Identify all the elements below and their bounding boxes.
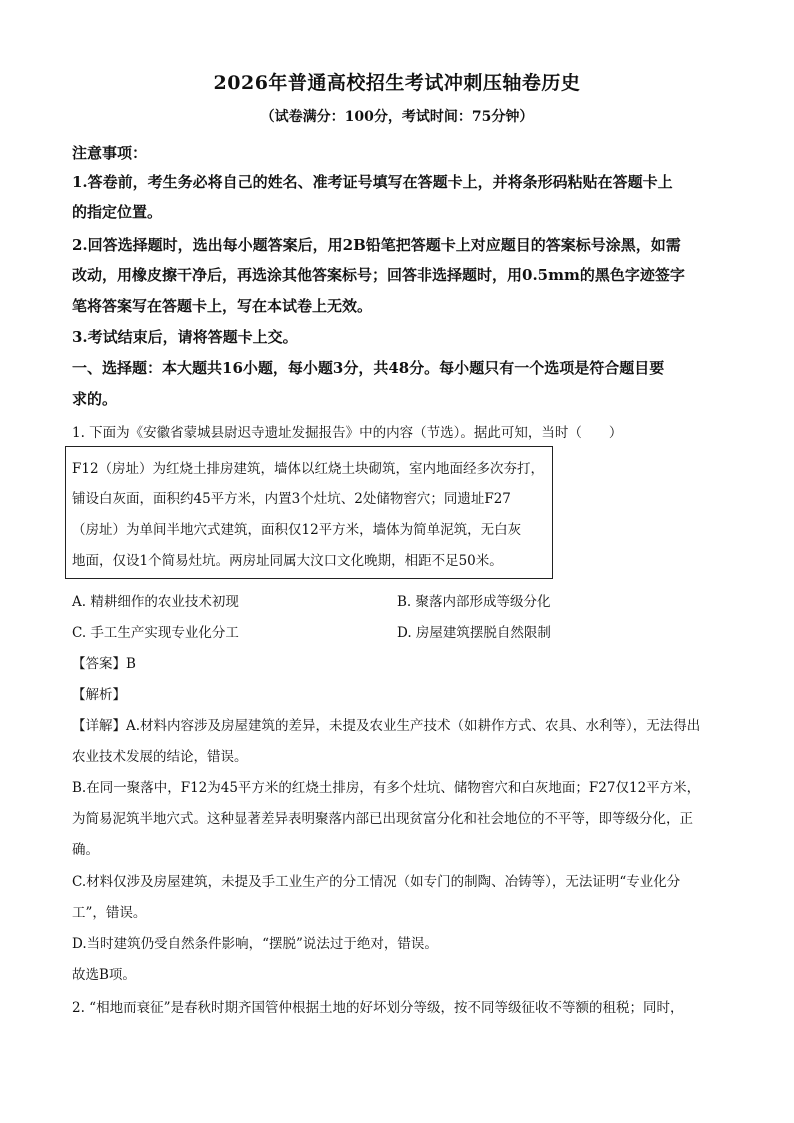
section-heading: 一、选择题：本大题共16小题，每小题3分，共48分。每小题只有一个选项是符合题目要 [72,359,665,377]
option-d: D. 房屋建筑摆脱自然限制 [397,625,551,641]
analysis-line: B.在同一聚落中，F12为45平方米的红烧土排房，有多个灶坑、储物窖穴和白灰地面；F27仅12平方米， [72,780,701,796]
notice-line: 2.回答选择题时，选出每小题答案后，用2B铅笔把答题卡上对应题目的答案标号涂黑，如需 [72,236,681,254]
material-line: F12（房址）为红烧土排房建筑，墙体以红烧土块砌筑，室内地面经多次夯打， [72,461,545,477]
option-c: C. 手工生产实现专业化分工 [72,625,239,641]
analysis-line: 工”，错误。 [72,905,147,921]
question-1-material-box [65,446,553,579]
analysis-line: C.材料仅涉及房屋建筑，未提及手工业生产的分工情况（如专门的制陶、冶铸等），无法证明“专业化分 [72,874,681,890]
analysis-line: 为简易泥筑半地穴式。这种显著差异表明聚落内部已出现贫富分化和社会地位的不平等，即等级分化，正 [72,811,693,827]
notice-line: 3.考试结束后，请将答题卡上交。 [72,328,298,346]
analysis-line: 【详解】A.材料内容涉及房屋建筑的差异，未提及农业生产技术（如耕作方式、农具、水利等），无法得出 [72,718,701,734]
analysis-line: 农业技术发展的结论，错误。 [72,749,248,765]
notice-line: 笔将答案写在答题卡上，写在本试卷上无效。 [72,297,373,315]
material-line: 地面，仅设1个简易灶坑。两房址同属大汶口文化晚期，相距不足50米。 [72,553,503,569]
question-2-stem: 2. “相地而衰征”是春秋时期齐国管仲根据土地的好坏划分等级，按不同等级征收不等额的租税；同时， [72,1000,684,1016]
option-a: A. 精耕细作的农业技术初现 [72,594,239,610]
material-line: （房址）为单间半地穴式建筑，面积仅12平方米，墙体为简单泥筑，无白灰 [72,522,522,538]
option-b: B. 聚落内部形成等级分化 [397,594,551,610]
notice-line: 的指定位置。 [72,203,163,221]
notice-line: 1.答卷前，考生务必将自己的姓名、准考证号填写在答题卡上，并将条形码粘贴在答题卡上 [72,173,673,191]
page-subtitle: （试卷满分：100分，考试时间：75分钟） [260,109,534,125]
analysis-line: 故选B项。 [72,967,136,983]
material-line: 铺设白灰面，面积约45平方米，内置3个灶坑、2处储物窖穴；同遗址F27 [72,491,511,507]
analysis-line: D.当时建筑仍受自然条件影响，“摆脱”说法过于绝对，错误。 [72,936,438,952]
section-heading: 求的。 [72,390,118,408]
analysis-line: 确。 [72,842,99,858]
answer-label: 【答案】B [72,656,136,672]
notice-heading: 注意事项： [72,144,148,162]
notice-line: 改动，用橡皮擦干净后，再选涂其他答案标号；回答非选择题时，用0.5mm的黑色字迹签字 [72,266,685,284]
page-title: 2026年普通高校招生考试冲刺压轴卷历史 [213,72,581,94]
analysis-heading: 【解析】 [72,687,126,703]
question-1-stem: 1. 下面为《安徽省蒙城县尉迟寺遗址发掘报告》中的内容（节选）。据此可知，当时（ ） [72,425,623,441]
